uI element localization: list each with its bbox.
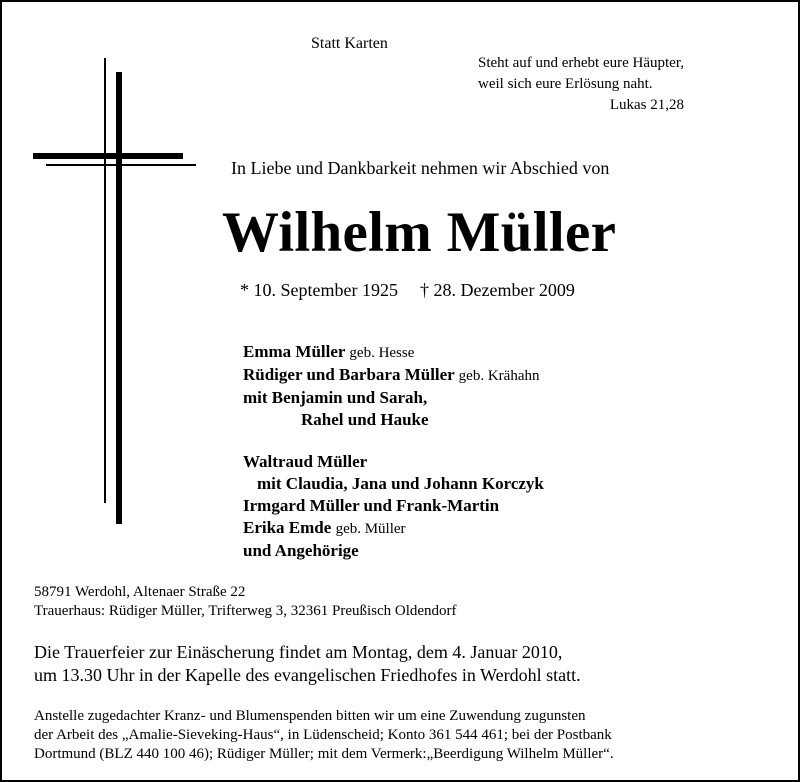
donation-note <box>34 707 614 764</box>
ceremony-line-1: Die Trauerfeier zur Einäscherung findet am Montag, dem 4. Januar 2010, <box>34 642 563 662</box>
mourner-line: und Angehörige <box>243 541 359 560</box>
address-line-2: Trauerhaus: Rüdiger Müller, Trifterweg 3, 32361 Preußisch Oldendorf <box>34 603 457 619</box>
mourner-line: mit Claudia, Jana und Johann Korczyk <box>257 474 544 493</box>
mourners-list <box>243 341 544 562</box>
donation-line-1: Anstelle zugedachter Kranz- und Blumenspenden bitten wir um eine Zuwendung zugunsten <box>34 708 586 724</box>
donation-line-3: Dortmund (BLZ 440 100 46); Rüdiger Müller; mit dem Vermerk:„Beerdigung Wilhelm Müller“. <box>34 746 614 762</box>
donation-line-2: der Arbeit des „Amalie-Sieveking-Haus“, in Lüdenscheid; Konto 361 544 461; bei der Postbank <box>34 727 612 743</box>
maiden-name: geb. Hesse <box>349 345 415 361</box>
cross-horizontal-thin <box>46 164 196 166</box>
cross-vertical-thin <box>104 58 106 503</box>
mourner-name: Rüdiger und Barbara Müller <box>243 365 455 384</box>
cross-horizontal-bar <box>33 153 183 159</box>
maiden-name: geb. Müller <box>335 521 406 537</box>
birth-date: * 10. September 1925 <box>240 280 398 300</box>
ceremony-info <box>34 641 581 687</box>
statt-karten-text: Statt Karten <box>311 35 388 52</box>
maiden-name: geb. Krähahn <box>458 368 540 384</box>
mourner-line <box>243 364 544 387</box>
mourner-line: mit Benjamin und Sarah, <box>243 388 428 407</box>
address-line-1: 58791 Werdohl, Altenaer Straße 22 <box>34 584 246 600</box>
mourner-name: Erika Emde <box>243 518 332 537</box>
mourner-name: Emma Müller <box>243 342 346 361</box>
intro-text: In Liebe und Dankbarkeit nehmen wir Abschied von <box>231 158 610 178</box>
life-dates <box>240 280 575 301</box>
quote-line-1: Steht auf und erhebt eure Häupter, <box>478 55 684 71</box>
address-block <box>34 583 457 621</box>
mourner-line: Irmgard Müller und Frank-Martin <box>243 496 500 515</box>
mourner-line <box>243 341 544 364</box>
ceremony-line-2: um 13.30 Uhr in der Kapelle des evangelischen Friedhofes in Werdohl statt. <box>34 665 581 685</box>
death-date: † 28. Dezember 2009 <box>419 280 575 300</box>
mourner-line <box>243 517 544 540</box>
bible-quote <box>478 53 684 116</box>
quote-line-2: weil sich eure Erlösung naht. <box>478 76 653 92</box>
mourner-line: Waltraud Müller <box>243 452 368 471</box>
mourner-line: Rahel und Hauke <box>301 410 429 429</box>
deceased-name: Wilhelm Müller <box>222 201 617 264</box>
cross-vertical-bar <box>116 72 122 524</box>
quote-reference: Lukas 21,28 <box>609 97 684 113</box>
